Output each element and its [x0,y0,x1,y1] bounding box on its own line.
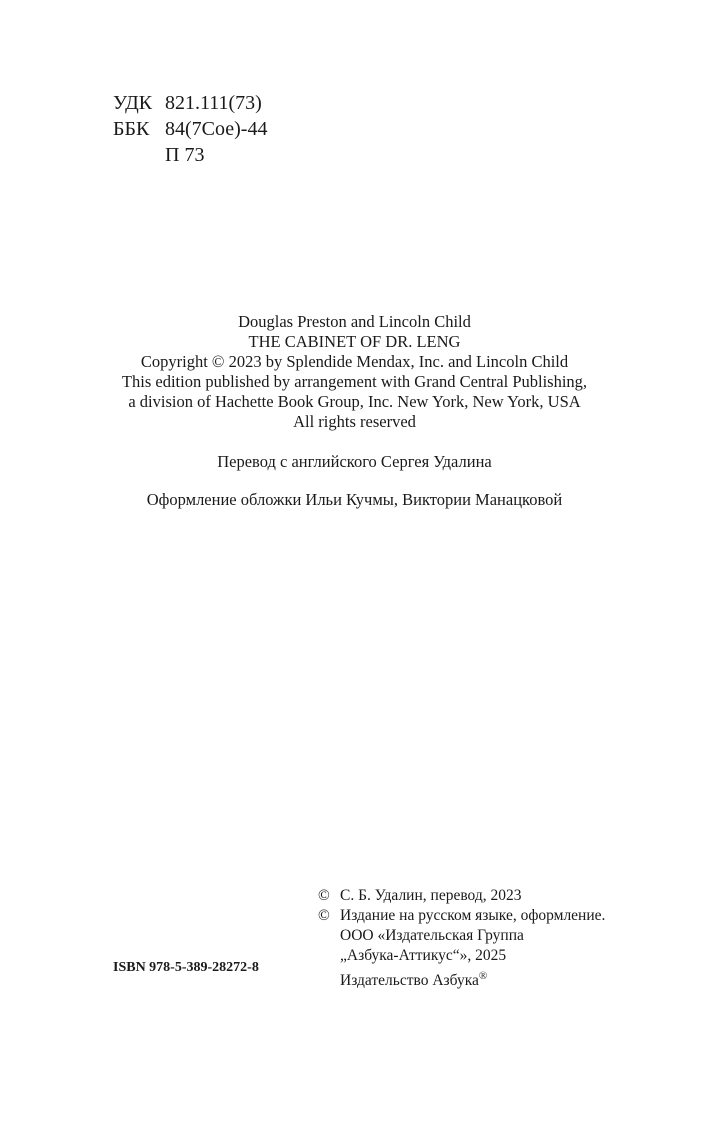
udk-row [113,90,267,116]
bbk-value: 84(7Сое)-44 [165,118,268,140]
udk-value: 821.111(73) [165,92,262,114]
original-credits [0,312,709,432]
bbk-row [113,116,267,142]
publisher-line-2: „Азбука-Аттикус“», 2025 [340,947,507,964]
imprint-name: Издательство Азбука [340,972,479,989]
publisher-line-1: ООО «Издательская Группа [340,927,524,944]
copyright-translation: С. Б. Удалин, перевод, 2023 [340,887,522,904]
cover-design-credit: Оформление обложки Ильи Кучмы, Виктории Манацковой [146,490,563,509]
copyright-symbol: © [318,907,330,924]
edition-line-2: a division of Hachette Book Group, Inc. New York, New York, USA [128,392,581,411]
authors: Douglas Preston and Lincoln Child [238,312,471,331]
original-title: THE CABINET OF DR. LENG [248,332,461,351]
classification-codes [113,90,267,168]
copyright-symbol: © [318,887,330,904]
author-mark: П 73 [165,144,205,166]
imprint-line [318,966,605,991]
russian-copyrights [318,886,605,991]
edition-line-1: This edition published by arrangement with Grand Central Publishing, [121,372,588,391]
copyright-translation-row [318,886,605,906]
copyright-edition-row [318,906,605,926]
translator-credit: Перевод с английского Сергея Удалина [217,452,492,471]
registered-mark: ® [478,970,488,982]
isbn: ISBN 978-5-389-28272-8 [113,960,259,975]
copyright-edition: Издание на русском языке, оформление. [340,907,606,924]
all-rights-reserved: All rights reserved [293,412,416,431]
bbk-label: ББК [113,118,150,140]
udk-label: УДК [113,92,153,114]
copyright-line: Copyright © 2023 by Splendide Mendax, Inc. and Lincoln Child [140,352,569,371]
